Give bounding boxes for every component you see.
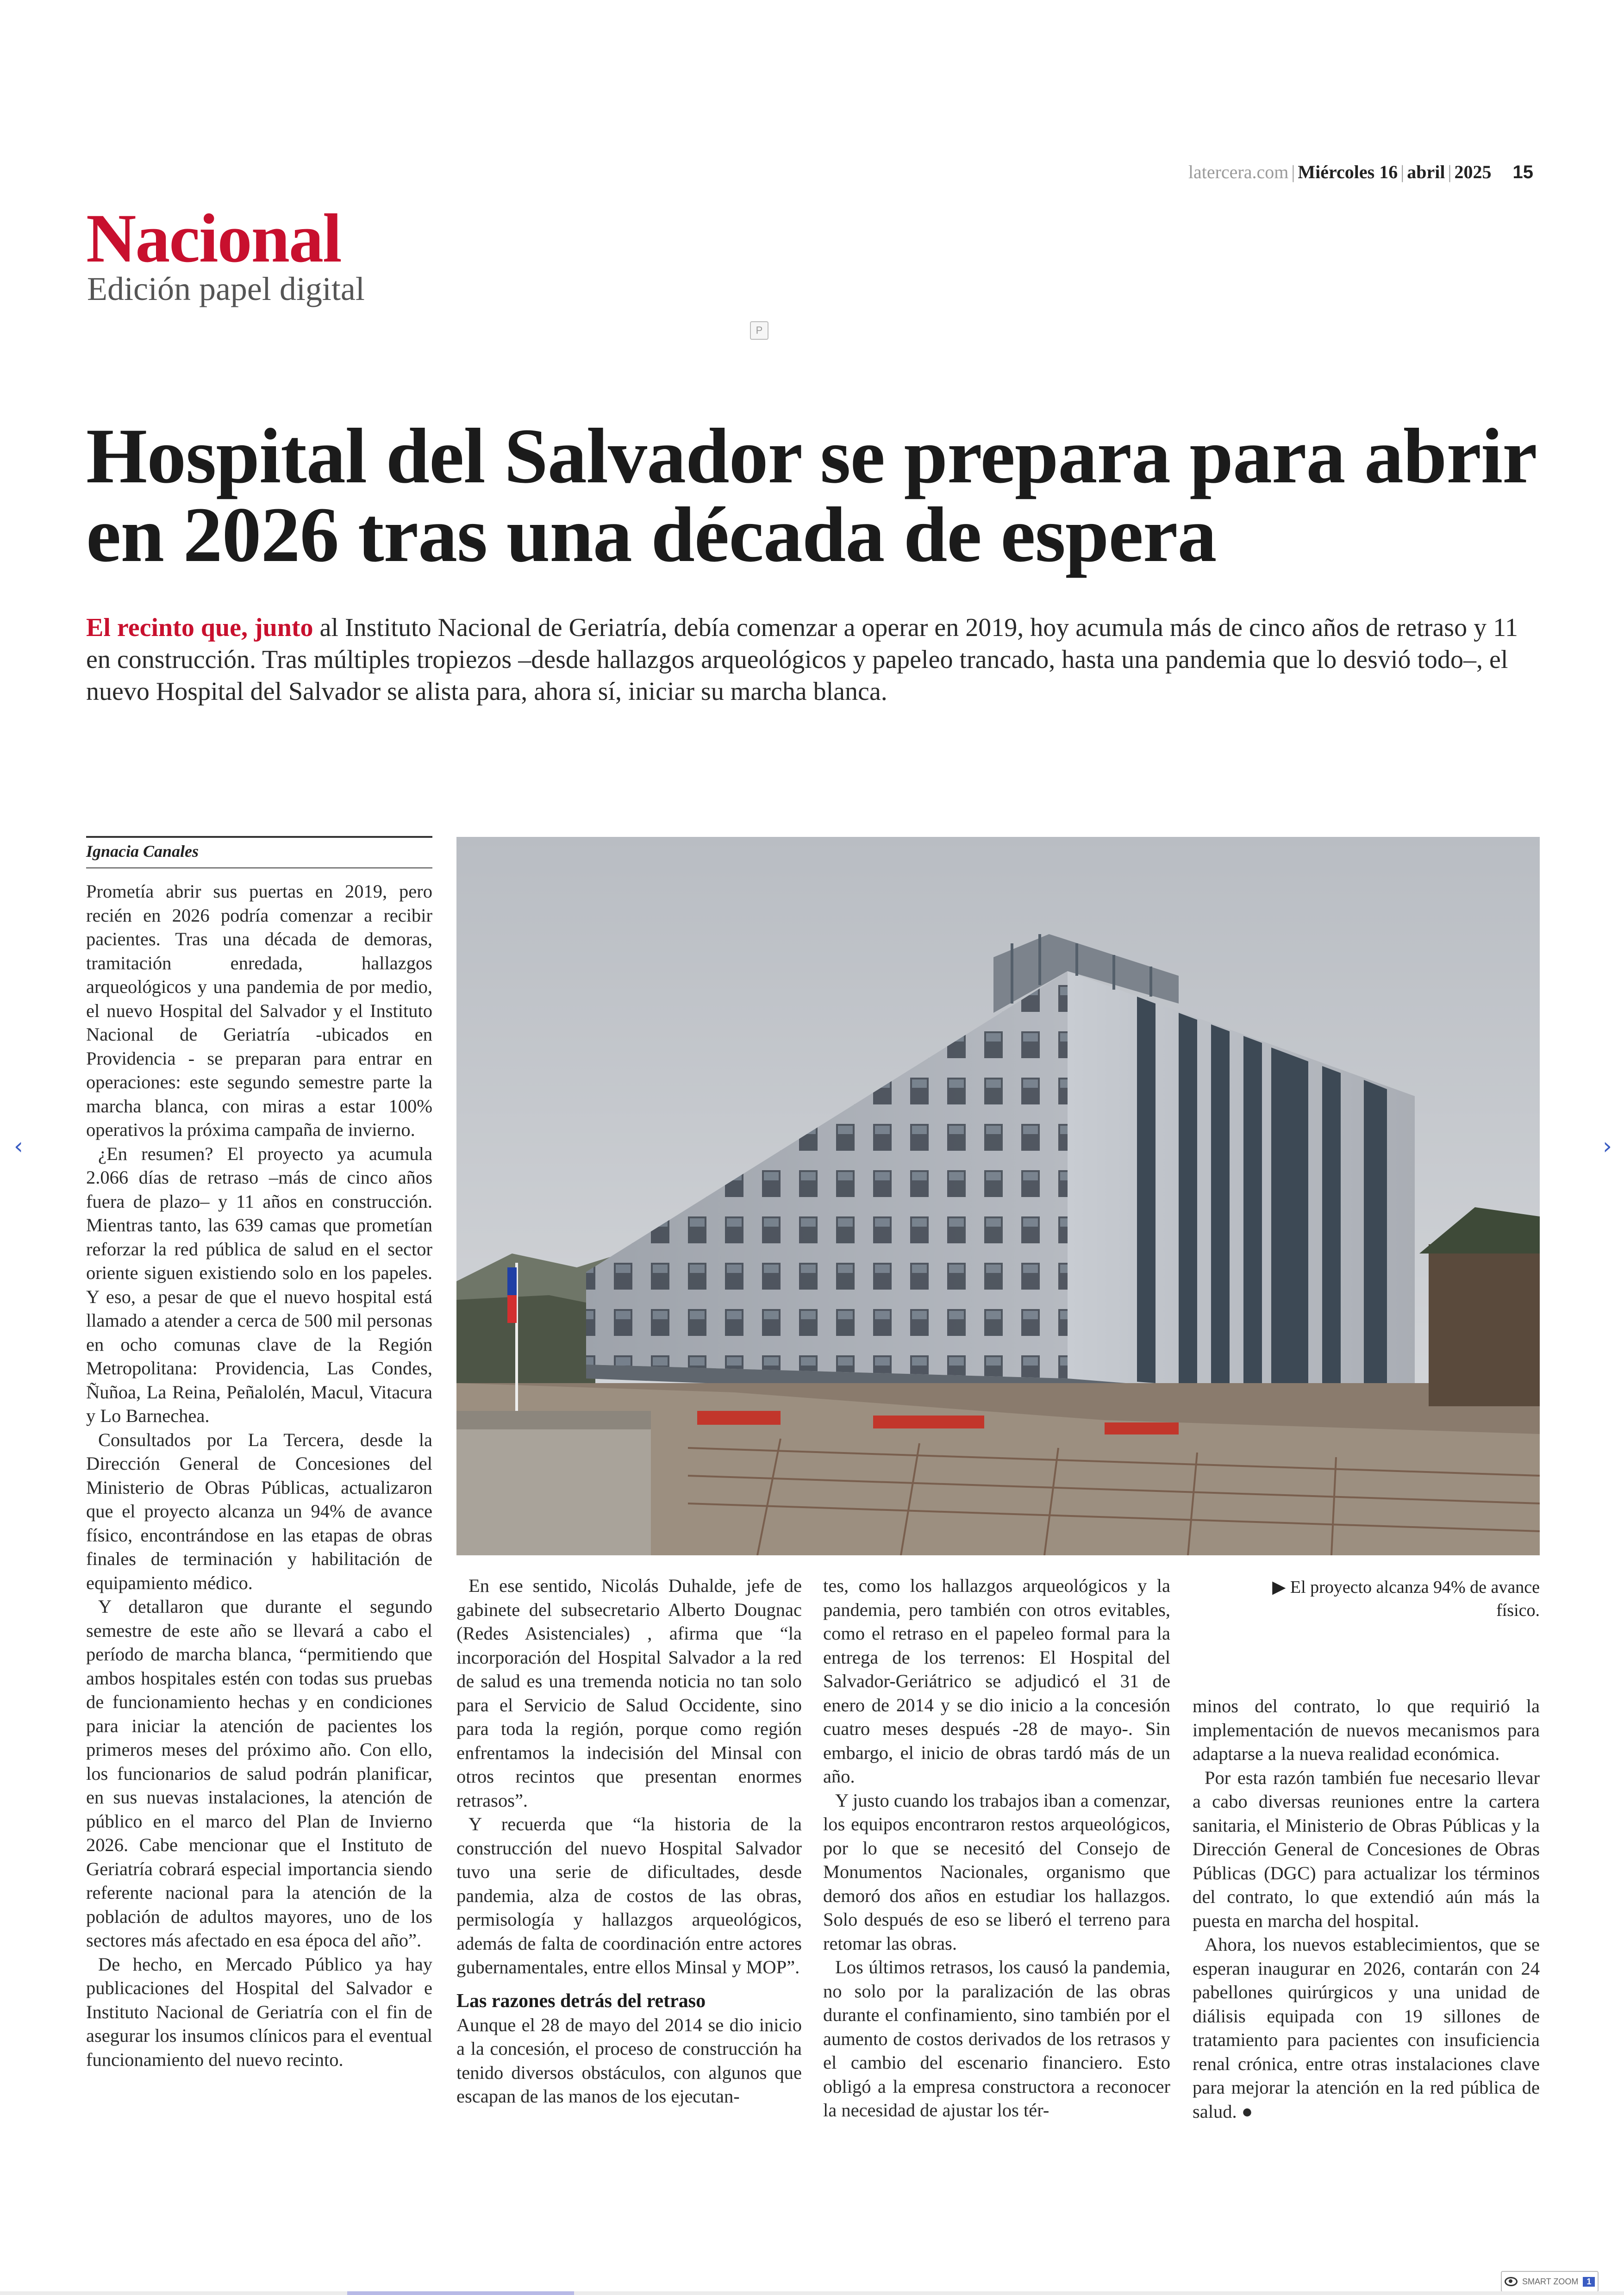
site-name: latercera.com: [1188, 162, 1289, 182]
paragraph: ¿En resumen? El proyecto ya acumula 2.066 días de retraso –más de cinco años fuera de plazo– y 11 años en construcción. Mientras tanto, las 639 camas que prometían reforzar la red pública de salud en el sector oriente siguen existiendo solo en los papeles. Y eso, a pesar de que el nuevo hospital está llamado a atender a cerca de 500 mil personas en ocho comunas clave de la Región Metropolitana: Providencia, Las Condes, Ñuñoa, La Reina, Peñalolén, Macul, Vitacura y Lo Barnechea.: [86, 1143, 432, 1426]
paragraph: [1193, 1933, 1540, 2123]
article-column-4: [1193, 1694, 1540, 2123]
dateline: latercera.com | Miércoles 16 | abril | 2025 15: [1188, 162, 1533, 182]
byline-rule: [86, 836, 432, 838]
page-progress-track[interactable]: [0, 2291, 1624, 2295]
paragraph: Aunque el 28 de mayo del 2014 se dio inicio a la concesión, el proceso de construcción ha tenido diversos obstáculos, con algunos que escapan de las manos de los ejecutan-: [456, 2014, 802, 2107]
paragraph: En ese sentido, Nicolás Duhalde, jefe de gabinete del subsecretario Alberto Dougnac (Redes Asistenciales) , afirma que “la incorporación del Hospital Salvador a la red de salud es una tremenda noticia no tan solo para el Servicio de Salud Occidente, sino para toda la región, porque como región enfrentamos la indecisión del Minsal con otros recintos que presentan enormes retrasos”.: [456, 1575, 802, 1811]
article-column-3: [823, 1574, 1170, 2122]
lead-highlight: El recinto que, junto: [86, 613, 313, 642]
photo-caption: [1262, 1576, 1540, 1622]
previous-page-button[interactable]: ‹: [14, 1133, 23, 1160]
caption-arrow-icon: ▶: [1272, 1578, 1290, 1597]
end-mark-icon: ●: [1241, 2101, 1253, 2122]
paragraph: Consultados por La Tercera, desde la Dirección General de Concesiones del Ministerio de Obras Públicas, actualizaron que el proyecto alcanza un 94% de avance físico, encontrándose en las etapas de obras finales de terminación y habilitación de equipamiento médico.: [86, 1429, 432, 1593]
paragraph-text: Ahora, los nuevos establecimientos, que se esperan inaugurar en 2026, contarán con 24 pabellones quirúrgicos y una unidad de diálisis equipada con 19 sillones de tratamiento para pacientes con insuficiencia renal crónica, entre otras instalaciones clave para mejorar la atención en la red pública de salud.: [1193, 1934, 1540, 2122]
byline-divider: [86, 867, 432, 868]
page-marker-icon[interactable]: P: [750, 321, 768, 340]
hospital-photo: [456, 837, 1540, 1555]
paragraph: De hecho, en Mercado Público ya hay publicaciones del Hospital del Salvador e Instituto Nacional de Geriatría con el fin de asegurar los insumos clínicos para el eventual funcionamiento del nuevo recinto.: [86, 1953, 432, 2070]
byline: Ignacia Canales: [86, 842, 199, 861]
year: 2025: [1454, 162, 1492, 182]
article-column-1: [86, 879, 432, 2071]
caption-text: El proyecto alcanza 94% de avance físico.: [1290, 1578, 1540, 1620]
smart-zoom-label: SMART ZOOM: [1522, 2276, 1579, 2286]
paragraph: Por esta razón también fue necesario llevar a cabo diversas reuniones entre la cartera sanitaria, el Ministerio de Obras Públicas y la Dirección General de Concesiones de Obras Públicas (DGC) para actualizar los términos del contrato, lo que extendió aún más la puesta en marcha del hospital.: [1193, 1767, 1540, 1931]
lead-text: al Instituto Nacional de Geriatría, debía comenzar a operar en 2019, hoy acumula más de cinco años de retraso y 11 en construcción. Tras múltiples tropiezos –desde hallazgos arqueológicos y papeleo trancado, hasta una pandemia que lo desvió todo–, el nuevo Hospital del Salvador se alista para, ahora sí, iniciar su marcha blanca.: [86, 613, 1518, 706]
next-page-button[interactable]: ›: [1603, 1133, 1612, 1160]
weekday-day: Miércoles 16: [1298, 162, 1398, 182]
paragraph: Prometía abrir sus puertas en 2019, pero recién en 2026 podría comenzar a recibir pacientes. Tras una década de demoras, tramitación enredada, hallazgos arqueológicos y una pandemia de por medio, el nuevo Hospital del Salvador y el Instituto Nacional de Geriatría -ubicados en Providencia - se preparan para entrar en operaciones: este segundo semestre parte la marcha blanca, con miras a estar 100% operativos la próxima campaña de invierno.: [86, 881, 432, 1140]
paragraph: minos del contrato, lo que requirió la implementación de nuevos mecanismos para adaptarse a la nueva realidad económica.: [1193, 1696, 1540, 1764]
paragraph: tes, como los hallazgos arqueológicos y la pandemia, pero también con otros evitables, como el retraso en el papeleo formal para la entrega de los terrenos: El Hospital del Salvador-Geriátrico se adjudicó el 31 de enero de 2014 y se dio inicio a la concesión cuatro meses después -28 de mayo-. Sin embargo, el inicio de obras tardó más de un año.: [823, 1575, 1170, 1787]
section-subtitle: Edición papel digital: [87, 270, 365, 307]
paragraph: Los últimos retrasos, los causó la pandemia, no solo por la paralización de las obras durante el confinamiento, sino también por el aumento de costos derivados de los retrasos y el cambio del escenario financiero. Esto obligó a la empresa constructora a reconocer la necesidad de ajustar los tér-: [823, 1957, 1170, 2120]
paragraph: Y recuerda que “la historia de la construcción del nuevo Hospital Salvador tuvo una serie de dificultades, desde pandemia, alza de costos de las obras, permisología y hallazgos arqueológicos, además de falta de coordinación entre actores gubernamentales, entre ellos Minsal y MOP”.: [456, 1814, 802, 1977]
month: abril: [1407, 162, 1445, 182]
subheading: Las razones detrás del retraso: [456, 1990, 706, 2012]
lead-paragraph: [86, 612, 1544, 708]
headline: Hospital del Salvador se prepara para abrir en 2026 tras una década de espera: [86, 412, 1536, 578]
eye-icon: [1505, 2277, 1518, 2286]
article-column-2: [456, 1574, 802, 2108]
page-progress-fill: [347, 2291, 574, 2295]
paragraph: Y detallaron que durante el segundo semestre de este año se llevará a cabo el período de marcha blanca, “permitiendo que ambos hospitales estén con todas sus pruebas de funcionamiento hechas y en condiciones para iniciar la atención de pacientes los primeros meses del próximo año. Con ello, los funcionarios de salud podrán planificar, en sus nuevas instalaciones, la atención de público en el marco del Plan de Invierno 2026. Cabe mencionar que el Instituto de Geriatría cobrará especial importancia siendo referente nacional para la atención de la población de adultos mayores, uno de los sectores más afectado en esa época del año”.: [86, 1596, 432, 1951]
paragraph: Y justo cuando los trabajos iban a comenzar, los equipos encontraron restos arqueológicos, por lo que se necesitó del Consejo de Monumentos Nacionales, organismo que demoró dos años en estudiar los hallazgos. Solo después de eso se liberó el terreno para retomar las obras.: [823, 1790, 1170, 1954]
page-number: 15: [1512, 162, 1533, 182]
smart-zoom-button[interactable]: [1501, 2271, 1599, 2292]
section-title: Nacional: [86, 200, 341, 277]
smart-zoom-count: 1: [1583, 2277, 1595, 2287]
